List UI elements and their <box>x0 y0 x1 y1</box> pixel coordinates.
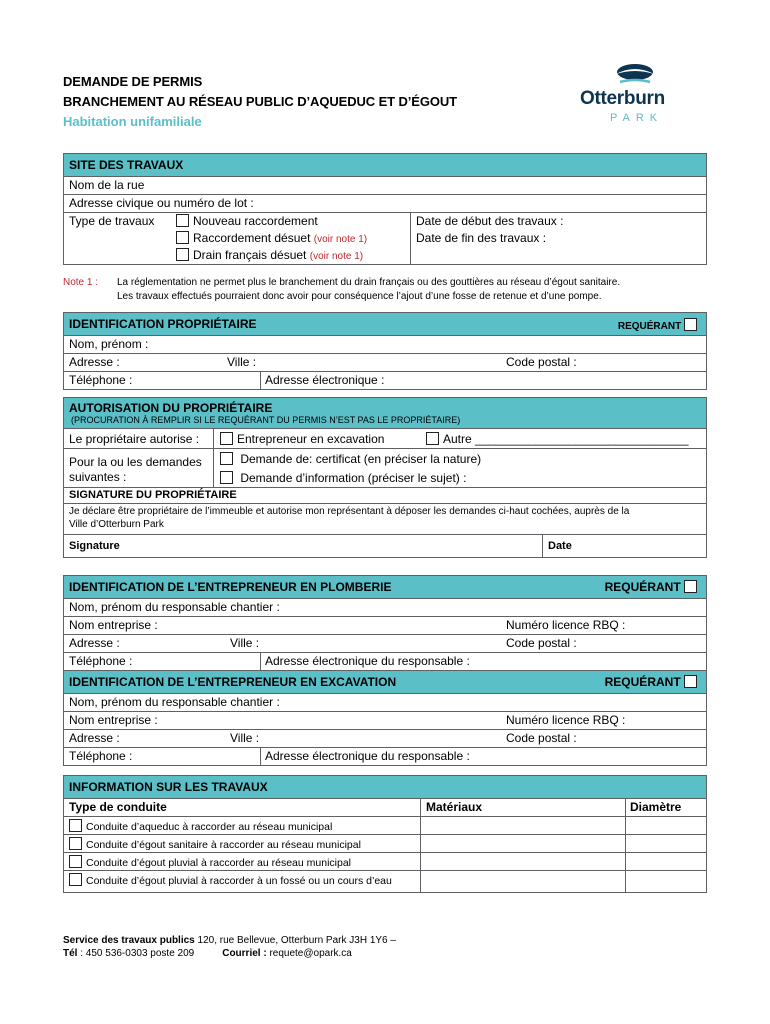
email-address[interactable]: requete@opark.ca <box>266 948 352 959</box>
owner-authorizes-row <box>64 429 706 449</box>
new-connection-checkbox[interactable] <box>176 214 189 227</box>
note-line-1: La réglementation ne permet plus le branchement du drain français ou des gouttières au réseau d’égout sanitaire. <box>117 277 621 288</box>
plumbing-section-title: IDENTIFICATION DE L’ENTREPRENEUR EN PLOMBERIE <box>69 580 392 594</box>
plumbing-company-row[interactable] <box>64 617 706 635</box>
works-row <box>64 853 706 871</box>
requests-label-2: suivantes : <box>69 470 127 484</box>
owner-phone-row[interactable] <box>64 372 706 389</box>
owner-authorizes-label: Le propriétaire autorise : <box>69 432 200 446</box>
requests-row <box>64 449 706 488</box>
owner-section-header <box>64 313 706 336</box>
works-row <box>64 817 706 835</box>
new-connection-option[interactable]: Nouveau raccordement <box>176 214 318 228</box>
form-subject: BRANCHEMENT AU RÉSEAU PUBLIC D’AQUEDUC ET D’ÉGOUT <box>63 94 458 109</box>
street-label: Nom de la rue <box>69 178 145 192</box>
owner-signature-title-row <box>64 488 706 504</box>
footer-line-2 <box>63 947 396 960</box>
contractor-checkbox[interactable] <box>220 432 233 445</box>
declaration-line-1: Je déclare être propriétaire de l’immeuble et autorise mon représentant à déposer les demandes ci-haut cochées, auprès de la <box>69 506 630 517</box>
pipe-type-label: Conduite d’égout sanitaire à raccorder au réseau municipal <box>86 839 361 851</box>
excavation-section-header <box>64 670 706 694</box>
pipe-type-label: Conduite d’égout pluvial à raccorder au réseau municipal <box>86 857 351 869</box>
site-section-title: SITE DES TRAVAUX <box>69 158 184 172</box>
phone-number: : 450 536-0303 poste 209 <box>77 948 195 959</box>
logo-wordmark: Otterburn <box>580 88 665 109</box>
otterburn-park-logo <box>580 58 700 128</box>
works-section <box>63 775 707 893</box>
works-row <box>64 835 706 853</box>
authorization-section <box>63 397 707 558</box>
pipe-type-option[interactable] <box>69 819 332 833</box>
plumbing-section-header <box>64 576 706 599</box>
owner-address-row[interactable] <box>64 354 706 372</box>
diameter-column: Diamètre <box>630 800 682 814</box>
works-rows <box>64 817 706 888</box>
excavation-rbq-label: Numéro licence RBQ : <box>506 713 626 727</box>
plumbing-requester[interactable]: REQUÉRANT <box>605 580 701 594</box>
plumbing-phone-label: Téléphone : <box>69 654 133 668</box>
start-date-label[interactable]: Date de début des travaux : <box>416 214 564 228</box>
logo-emblem-icon <box>580 58 700 90</box>
certificate-request-checkbox[interactable] <box>220 452 233 465</box>
owner-section <box>63 312 707 390</box>
form-title: DEMANDE DE PERMIS <box>63 74 203 89</box>
excavation-responsible-label: Nom, prénom du responsable chantier : <box>69 695 280 709</box>
email-label: Courriel : <box>222 948 267 959</box>
pipe-type-checkbox[interactable] <box>69 873 82 886</box>
excavation-responsible-row[interactable] <box>64 694 706 712</box>
signature-date-label: Date <box>548 540 572 552</box>
service-address: 120, rue Bellevue, Otterburn Park J3H 1Y6 – <box>194 935 396 946</box>
excavation-company-row[interactable] <box>64 712 706 730</box>
excavation-company-label: Nom entreprise : <box>69 713 158 727</box>
plumbing-company-label: Nom entreprise : <box>69 618 158 632</box>
declaration-row <box>64 504 706 535</box>
excavation-phone-row[interactable] <box>64 748 706 765</box>
excavation-requester[interactable]: REQUÉRANT <box>605 675 701 689</box>
works-section-title: INFORMATION SUR LES TRAVAUX <box>69 780 268 794</box>
owner-phone-label: Téléphone : <box>69 373 133 387</box>
footer <box>63 934 396 960</box>
other-option[interactable]: Autre ________________________________ <box>426 432 689 446</box>
owner-requester-checkbox[interactable] <box>684 318 697 331</box>
logo-park-text: PARK <box>610 112 664 124</box>
site-section-header <box>64 154 706 177</box>
excavation-requester-checkbox[interactable] <box>684 675 697 688</box>
excavation-phone-label: Téléphone : <box>69 749 133 763</box>
obsolete-connection-checkbox[interactable] <box>176 231 189 244</box>
plumbing-phone-row[interactable] <box>64 653 706 671</box>
obsolete-drain-option[interactable]: Drain français désuet (voir note 1) <box>176 248 363 262</box>
signature-label: Signature <box>69 540 120 552</box>
site-section <box>63 153 707 265</box>
plumbing-requester-checkbox[interactable] <box>684 580 697 593</box>
works-section-header <box>64 776 706 799</box>
excavation-section-title: IDENTIFICATION DE L’ENTREPRENEUR EN EXCAVATION <box>69 675 397 689</box>
authorization-section-header <box>64 398 706 429</box>
excavation-postal-label: Code postal : <box>506 731 577 745</box>
note-line-2: Les travaux effectués pourraient donc avoir pour conséquence l’ajout d’une fosse de retenue et d’une pompe. <box>117 291 602 302</box>
form-subtitle: Habitation unifamiliale <box>63 114 202 129</box>
work-type-row-2 <box>64 230 706 247</box>
plumbing-responsible-label: Nom, prénom du responsable chantier : <box>69 600 280 614</box>
plumbing-address-label: Adresse : <box>69 636 120 650</box>
certificate-request-option[interactable]: Demande de: certificat (en préciser la nature) <box>220 452 481 466</box>
plumbing-address-row[interactable] <box>64 635 706 653</box>
civic-address-label: Adresse civique ou numéro de lot : <box>69 196 254 210</box>
owner-address-label: Adresse : <box>69 355 120 369</box>
pipe-type-option[interactable] <box>69 837 361 851</box>
note-label: Note 1 : <box>63 277 99 288</box>
owner-email-label: Adresse électronique : <box>265 373 385 387</box>
owner-name-row[interactable] <box>64 336 706 354</box>
excavation-address-label: Adresse : <box>69 731 120 745</box>
information-request-option[interactable]: Demande d’information (préciser le sujet) : <box>220 471 466 485</box>
pipe-type-column: Type de conduite <box>69 800 167 814</box>
work-type-label: Type de travaux <box>69 214 155 228</box>
end-date-label[interactable]: Date de fin des travaux : <box>416 231 547 245</box>
works-table <box>64 799 706 892</box>
contractor-option[interactable]: Entrepreneur en excavation <box>220 432 384 446</box>
other-checkbox[interactable] <box>426 432 439 445</box>
owner-postal-label: Code postal : <box>506 355 577 369</box>
work-type-row-1 <box>64 213 706 230</box>
pipe-type-checkbox[interactable] <box>69 819 82 832</box>
declaration-line-2: Ville d’Otterburn Park <box>69 519 164 530</box>
works-row <box>64 871 706 888</box>
requests-label-1: Pour la ou les demandes <box>69 455 202 469</box>
phone-label: Tél <box>63 948 78 959</box>
work-type-row-3 <box>64 247 706 264</box>
excavation-email-label: Adresse électronique du responsable : <box>265 749 470 763</box>
owner-section-title: IDENTIFICATION PROPRIÉTAIRE <box>69 317 257 331</box>
signature-row[interactable] <box>64 535 706 557</box>
pipe-type-checkbox[interactable] <box>69 855 82 868</box>
excavation-city-label: Ville : <box>230 731 260 745</box>
document-header <box>63 72 457 132</box>
excavation-address-row[interactable] <box>64 730 706 748</box>
authorization-subtitle: (PROCURATION À REMPLIR SI LE REQUÉRANT DU PERMIS N’EST PAS LE PROPRIÉTAIRE) <box>71 415 461 425</box>
owner-name-label: Nom, prénom : <box>69 337 149 351</box>
pipe-type-checkbox[interactable] <box>69 837 82 850</box>
owner-requester[interactable]: REQUÉRANT <box>618 318 701 332</box>
owner-signature-title: SIGNATURE DU PROPRIÉTAIRE <box>69 489 237 501</box>
plumbing-rbq-label: Numéro licence RBQ : <box>506 618 626 632</box>
contractors-section <box>63 575 707 766</box>
footer-line-1 <box>63 934 396 947</box>
pipe-type-option[interactable] <box>69 873 392 887</box>
plumbing-responsible-row[interactable] <box>64 599 706 617</box>
service-name: Service des travaux publics <box>63 935 195 946</box>
obsolete-connection-option[interactable]: Raccordement désuet (voir note 1) <box>176 231 367 245</box>
plumbing-postal-label: Code postal : <box>506 636 577 650</box>
street-row[interactable] <box>64 177 706 195</box>
plumbing-email-label: Adresse électronique du responsable : <box>265 654 470 668</box>
information-request-checkbox[interactable] <box>220 471 233 484</box>
works-table-header <box>64 799 706 817</box>
pipe-type-label: Conduite d’aqueduc à raccorder au réseau municipal <box>86 821 333 833</box>
pipe-type-label: Conduite d’égout pluvial à raccorder à un fossé ou un cours d’eau <box>86 875 392 887</box>
authorization-title: AUTORISATION DU PROPRIÉTAIRE <box>69 401 273 415</box>
note-1 <box>63 276 621 302</box>
plumbing-city-label: Ville : <box>230 636 260 650</box>
materials-column: Matériaux <box>426 800 483 814</box>
owner-city-label: Ville : <box>227 355 257 369</box>
civic-address-row[interactable] <box>64 195 706 213</box>
pipe-type-option[interactable] <box>69 855 351 869</box>
obsolete-drain-checkbox[interactable] <box>176 248 189 261</box>
